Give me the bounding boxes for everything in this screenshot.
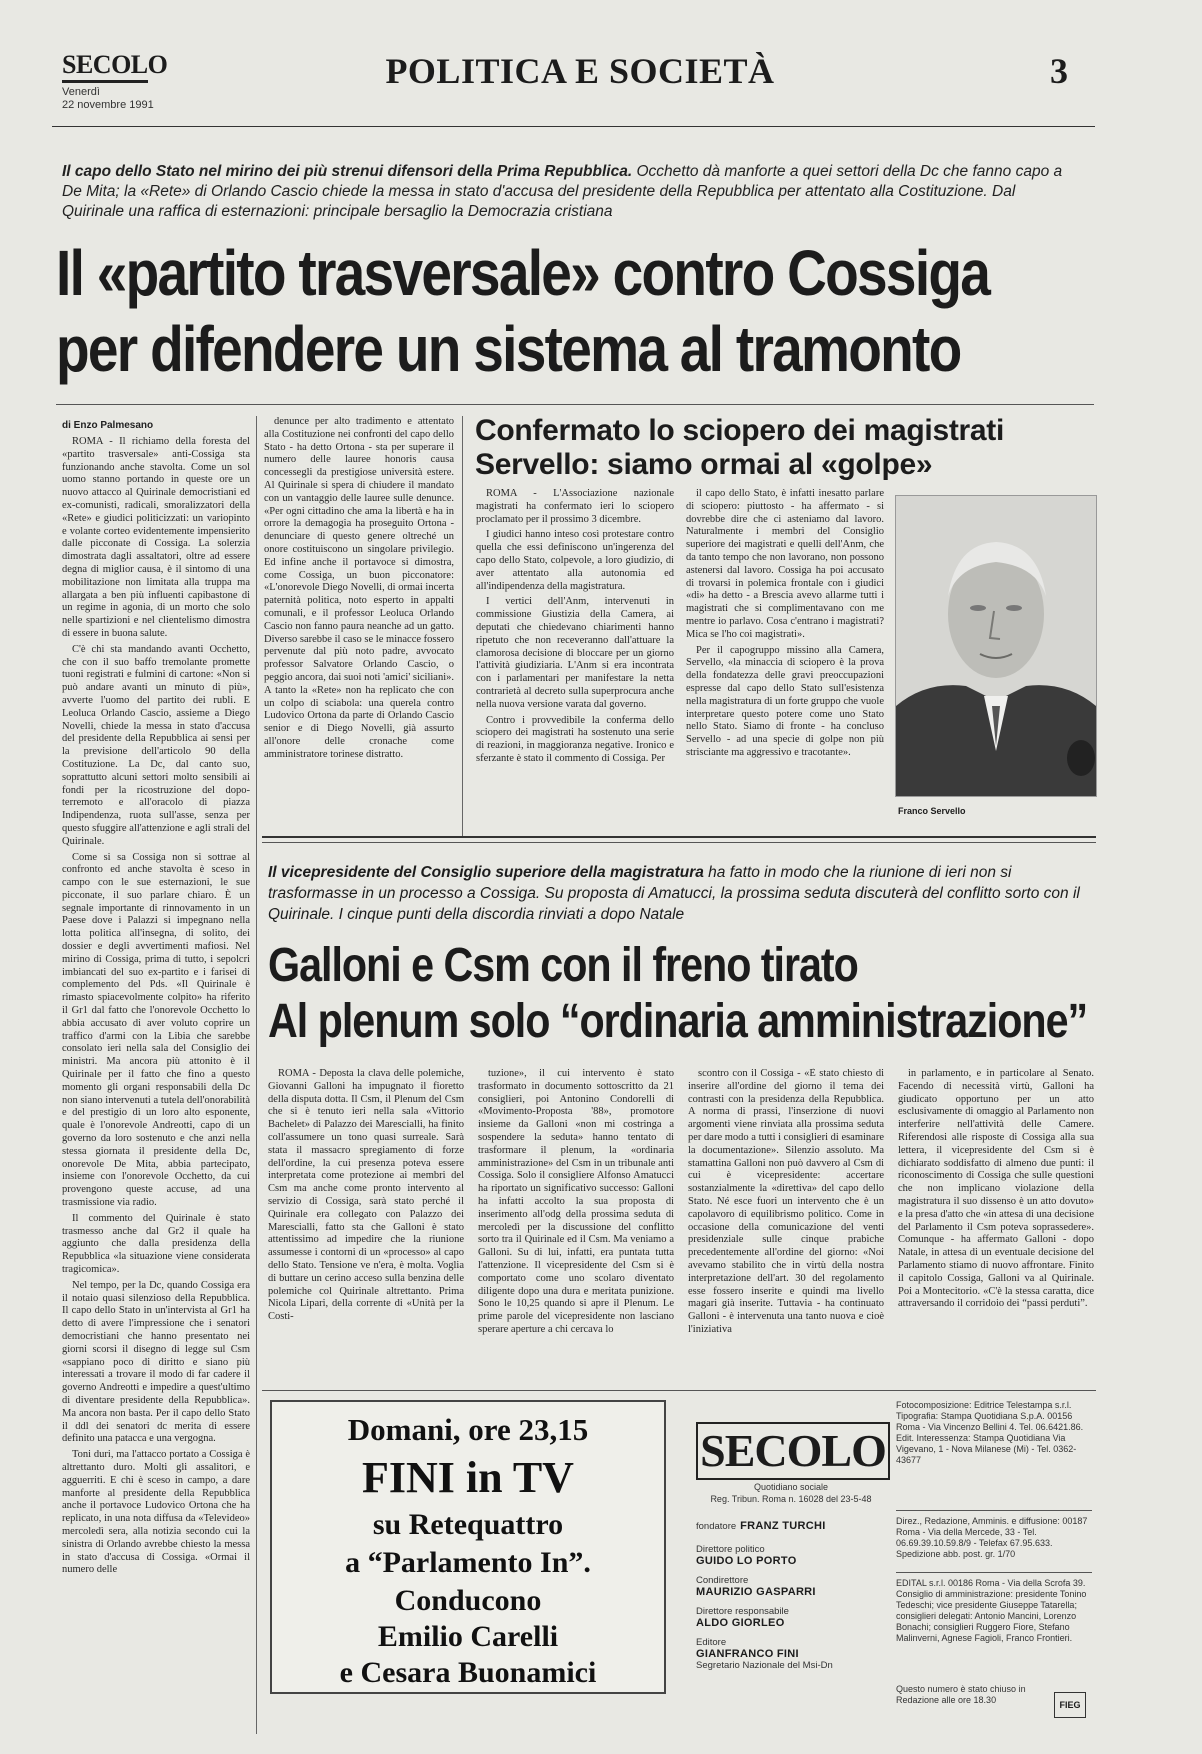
director-name: GUIDO LO PORTO xyxy=(696,1555,797,1567)
story2-headline xyxy=(475,414,1095,482)
condirector-role: Condirettore xyxy=(696,1575,749,1586)
resp-director-name: ALDO GIORLEO xyxy=(696,1617,785,1629)
story1-col1-paragraph: ROMA - Il richiamo della foresta del «partito trasversale» anti-Cossiga sta funzionando anche stavolta. Come un sol uomo stanno portando in queste ore un nuovo attacco al Quirinale democristiani ed ex-comunisti, radicali, smoralizzatori della «Rete» e giudici politicizzati: un variopinto e volante corteo evidentemente impensierito dalle picconate di Cossiga. La solerzia dimostrata dagli assaltatori, oltre ad essere degna di miglior causa, è il sintomo di una mobilitazione non limitata alla truppa ma allargata a ben più influenti capibastone di un regime in agonia, di un morto che solo nelle spartizioni e nel clientelismo dimostra di essere in buona salute. xyxy=(62,436,250,639)
condirector-name: MAURIZIO GASPARRI xyxy=(696,1586,816,1598)
column-divider xyxy=(462,416,463,836)
issue-date-text: 22 novembre 1991 xyxy=(62,99,154,111)
story3-headline-line2: Al plenum solo “ordinaria amministrazione” xyxy=(268,995,1088,1048)
story2-col1-paragraph: ROMA - L'Associazione nazionale magistrati ha confermato ieri lo sciopero proclamato per il prossimo 3 dicembre. xyxy=(476,488,674,525)
story3-kicker-bold: Il vicepresidente del Consiglio superiore della magistratura xyxy=(268,864,704,881)
colophon-rule xyxy=(896,1510,1092,1511)
story1-headline-rule xyxy=(56,404,1094,405)
promo-line-hosts-label: Conducono xyxy=(394,1584,542,1617)
colophon-print-info: Fotocomposizione: Editrice Telestampa s.r.l. Tipografia: Stampa Quotidiana S.p.A. 00156 Roma - Via Vincenzo Bellini 4. Tel. 06.6421.86. Edit. Interessenza: Stampa Quotidiana Via Vigevano, 1 - Nova Milanese (Mi) - Tel. 0362-43677 xyxy=(896,1400,1084,1465)
founder-name: FRANZ TURCHI xyxy=(740,1520,826,1532)
masthead-logo: SECOLO xyxy=(62,50,168,79)
issue-date xyxy=(62,86,154,112)
story2-col1-paragraph: I vertici dell'Anm, intervenuti in commissione Giustizia della Camera, ai deputati che chiedevano chiarimenti hanno ripetuto che non receveranno dall'attuare la clamorosa decisione di bloccare per un giorno l'attività giudiziaria. L'Anm si era incontrata con i parlamentari per manifestare la netta contrarietà al decreto sulla superprocura anche nella nuova versione varata dal governo. xyxy=(476,596,674,710)
promo-line-program: a “Parlamento In”. xyxy=(345,1546,591,1579)
story3-column-1 xyxy=(268,1068,464,1386)
story3-paragraph: scontro con il Cossiga - «È stato chiesto di inserire all'ordine del giorno il tema dei contrasti con la presidenza della Repubblica. A norma di prassi, l'inserzione di nuovi argomenti viene rinviata alla prossima seduta per dare modo a tutti i consiglieri di esaminare la documentazione». Silenzio assoluto. Ma stamattina Galloni non può davvero al Csm di cui è vicepresidente: accertare sostanzialmente la «direttiva» del capo dello Stato. Né esce fuori un intervento che è un capolavoro di equilibrismo politico. Come in occasione della comunicazione del venti presidenziale sulle cinque prabiche precedentemente all'ordine del giorno: «Noi avevamo stabilito che in virtù della nostra interpretazione dell'art. 30 del regolamento esse fossero inserite e quindi ma livello magari già inserite. Tuttavia - ha continuato Galloni - è intervenuta una tanto nuova e cioè l'iniziativa xyxy=(688,1068,884,1335)
masthead-rule xyxy=(52,126,1095,127)
publisher-role: Editore xyxy=(696,1637,727,1648)
promo-line-channel: su Retequattro xyxy=(372,1508,564,1541)
section-title: POLITICA E SOCIETÀ xyxy=(385,51,775,91)
colophon-subtitle: Quotidiano sociale xyxy=(753,1482,829,1492)
colophon-rule xyxy=(896,1572,1092,1573)
colophon-office-info: Direz., Redazione, Amminis. e diffusione: 00187 Roma - Via della Mercede, 33 - Tel. 06.69.39.10.59.8/9 - Telefax 67.95.633. Spedizione abb. post. gr. 1/70 xyxy=(896,1516,1088,1559)
story3-column-2 xyxy=(478,1068,674,1386)
story2-col1-paragraph: Contro i provvedibile la conferma dello sciopero dei magistrati ha sostenuto una serie di reazioni, in maggioranza negative. Ironico e sferzante è stato il commento di Cossiga. Per xyxy=(476,714,674,764)
founder-role: fondatore xyxy=(696,1521,737,1532)
colophon-closing-note: Questo numero è stato chiuso in Redazione alle ore 18.30 xyxy=(896,1684,1026,1705)
story1-col1-paragraph: C'è chi sta mandando avanti Occhetto, che con il suo baffo tremolante promette tuoni registrati e fulmini di cartone: «Non si può andare avanti un minuto di più», avverte l'uomo del partito dei rubli. E Leoluca Orlando Cascio, assieme a Diego Novelli, chiede la messa in stato d'accusa del presidente della Repubblica ai sensi per la previsione dell'articolo 90 della Costituzione. La Dc, dal canto suo, soprattutto alcuni settori molto sensibili ai fondi per la ricostruzione del dopo-terremoto e all'oracolo di piazza Indipendenza, ruota sull'asse, senza per questo sfuggire all'attenzione e agli strali del Quirinale. xyxy=(62,643,250,847)
story1-column-1 xyxy=(62,436,250,1732)
story3-column-3 xyxy=(688,1068,884,1386)
story2-col1-paragraph: I giudici hanno inteso così protestare contro quella che essi definiscono un'ingerenza del capo dello Stato, colpevole, a loro giudizio, di aver attentato alla autonomia ed all'indipendenza della magistratura. xyxy=(476,529,674,592)
fieg-logo: FIEG xyxy=(1054,1692,1086,1718)
story3-column-4 xyxy=(898,1068,1094,1386)
story1-kicker-bold: Il capo dello Stato nel mirino dei più strenui difensori della Prima Repubblica. xyxy=(62,163,633,180)
story3-kicker-rest: ha fatto in modo che la riunione di ieri non si trasformasse in un processo a Cossiga. Su proposta di Amatucci, la prossima seduta discuterà del conflitto sorto con il Quirinale. I cinque punti della discordia rinviati a dopo Natale xyxy=(268,864,1080,923)
servello-photo xyxy=(895,495,1097,797)
issue-day: Venerdì xyxy=(62,86,100,98)
story2-column-2 xyxy=(686,488,884,820)
publisher-name: GIANFRANCO FINI xyxy=(696,1648,799,1660)
portrait-image xyxy=(896,496,1096,796)
story3-paragraph: tuzione», il cui intervento è stato trasformato in documento sottoscritto da 21 consiglieri, poi Antonino Condorelli di «Movimento-Proposta '88», promotore insieme da Galloni «non mi costringa a sospendere la seduta» hanno tentato di trasformare il plenum, la «ordinaria amministrazione» del Csm in un tribunale anti Cossiga. Solo il consigliere Alfonso Amatucci ha riportato un significativo successo: Galloni ha infatti accolto la sua proposta di inserimento all'odg della prossima seduta di mercoledì per la discussione del conflitto sorto tra il Quirinale ed il Csm. Ma veniamo a Galloni. Su di lui, infatti, era puntata tutta l'attenzione. Il vicepresidente del Csm si è comportato come uno scolaro diventato diligente dopo una dura e meritata punizione. Sono le 10,25 quando si apre il Plenum. Le prime parole del vicepresidente non lasciano sperare aperture a chi cercava lo xyxy=(478,1068,674,1335)
column-divider xyxy=(256,416,257,1734)
photo-caption: Franco Servello xyxy=(898,806,966,816)
story3-kicker xyxy=(268,862,1098,925)
colophon-logo: SECOLO xyxy=(696,1422,890,1480)
story3-top-rule-thin xyxy=(262,842,1096,843)
story3-top-rule xyxy=(262,836,1096,838)
story3-paragraph: in parlamento, e in particolare al Senato. Facendo di necessità virtù, Galloni ha giudicato opportuno per un atto esclusivamente di omaggio al Parlamento non interferire nell'attività delle Camere. Riferendosi alle risposte di Cossiga alla sua lettera, il vicepresidente del Csm si è dichiarato soddisfatto di almeno due punti: il riconoscimento di Cossiga che sulle questioni che non implicano violazione della magistratura il suo dissenso è un atto dovuto» e la presa d'atto che «in attesa di una decisione del Parlamento il Csm poteva soprassedere». Comunque - ha affermato Galloni - dopo Natale, in attesa di un eventuale decisione del Parlamento stiamo di nuovo affrontare. Finito il capitolo Cossiga, Galloni va al Quirinale. Poi a Montecitorio. «C'è la stessa caratta, dice attraversando il corridoio dei “passi perduti”. xyxy=(898,1068,1094,1310)
story2-headline-line1: Confermato lo sciopero dei magistrati xyxy=(475,414,1005,447)
story1-col2-paragraph: denunce per alto tradimento e attentato alla Costituzione nei confronti del capo dello Stato - ha detto Ortona - sta per superare il numero delle lauree honoris causa concessegli da prestigiose università estere. Al Quirinale si spera di chiudere il mandato con un vantaggio delle lauree sulle denunce. «Per ogni cittadino che ama la libertà e ha in orrore la demagogia ha proseguito Ortona - denunciare di questo genere oltreché un onore costituiscono un singolare privilegio. Ed infine anche il portavoce si dimostra, come Cossiga, un buon picconatore: «L'onorevole Diego Novelli, di ormai incerta paternità politica, noto esperto in appalti comunali, e il professor Leoluca Orlando Cascio non fanno paura neanche ad un gatto. Diverso sarebbe il caso se le minacce fossero pervenute dal più noto padre, avvocato professor Salvatore Orlando Cascio, o peggio ancora, dai suoi noti 'amici' siciliani». A tanto la «Rete» non ha replicato che con un colpo di sciabola: una querela contro Ludovico Ortona da parte di Orlando Cascio senior e di Diego Novelli, già assurto all'onore delle cronache come amministratore torinese distratto. xyxy=(264,416,454,760)
story1-col1-paragraph: Nel tempo, per la Dc, quando Cossiga era il notaio quasi silenzioso della Repubblica. Il capo dello Stato in un'intervista al Gr1 ha detto di avere l'impressione che i senatori democristiani che hanno presentato nei giorni scorsi il disegno di legge sul Csm «sappiano poco di diritto e siano più interessati a trovare il modo di far cadere il governo Andreotti e impedire a quest'ultimo di diventare presidente della Repubblica». Ma ancora non basta. Per il capo dello Stato il ddl dei senatori dc merita di essere definito una patacca e una vergogna. xyxy=(62,1279,250,1445)
footer-rule xyxy=(262,1390,1096,1391)
tv-promo-box xyxy=(270,1400,666,1694)
story3-paragraph: ROMA - Deposta la clava delle polemiche, Giovanni Galloni ha impugnato il fioretto della disputa dotta. Il Csm, il Plenum del Csm che si è tenuto ieri nella sala «Vittorio Bachelet» di Palazzo dei Marescialli, ha finito coll'assumere un tono quasi surreale. Sarà stata il massacro spregiamento di forze dell'ordine, la cui presenza poteva essere interpretata come protezione ai membri del Csm ma anche come pronto intervento al servizio di Cossiga, sarà stato perché il Quirinale era collegato con Palazzo dei Marescialli, fatto sta che Galloni è stato attentissimo ad impedire che la riunione assumesse i contorni di un «processo» al capo dello Stato. Tensione ve n'era, è molta. Voglia di buttare un cerino acceso sulla benzina delle polemiche col Quirinale altrettanto. Prima Nicola Lipari, della corrente di «Unità per la Costi- xyxy=(268,1068,464,1323)
director-role: Direttore politico xyxy=(696,1544,765,1555)
colophon-registration: Reg. Tribun. Roma n. 16028 del 23-5-48 xyxy=(710,1494,872,1504)
resp-director-role: Direttore responsabile xyxy=(696,1606,789,1617)
story1-byline: di Enzo Palmesano xyxy=(62,420,154,431)
story1-headline-line2: per difendere un sistema al tramonto xyxy=(56,313,961,385)
promo-line-fini: FINI in TV xyxy=(362,1453,574,1502)
masthead-logo-underline xyxy=(62,80,148,83)
promo-line-time: Domani, ore 23,15 xyxy=(347,1412,589,1447)
colophon-ad-info: EDITAL s.r.l. 00186 Roma - Via della Scrofa 39. Consiglio di amministrazione: presidente Tonino Tedeschi; vice presidente Giuseppe Tatarella; consiglieri delegati: Antonio Mancini, Lorenzo Bonachi; consiglieri Ruggero Fiore, Stefano Malinverni, Agnese Fagioli, Franco Frontieri. xyxy=(896,1578,1087,1643)
page-number: 3 xyxy=(1050,51,1068,91)
promo-line-host2: e Cesara Buonamici xyxy=(339,1656,597,1689)
story1-kicker-rest: Occhetto dà manforte a quei settori della Dc che fanno capo a De Mita; la «Rete» di Orlando Cascio chiede la messa in stato d'accusa del presidente della Repubblica per attentato alla Costituzione. Dal Quirinale una raffica di esternazioni: principale bersaglio la Democrazia cristiana xyxy=(62,163,1063,220)
story1-col1-paragraph: Come si sa Cossiga non si sottrae al confronto ed anche stavolta è sceso in campo con le sue esternazioni, le sue picconate, il suo parlare chiaro. È un segnale importante di rinnovamento in un Paese dove i Palazzi si impegnano nella lotta politica all'insegna, di solito, dei dossier e degli avvertimenti mafiosi. Nel mirino di Cossiga, prima di tutto, i sepolcri imbiancati del suo ex-partito e i farisei di complemento del Pds. «Il Quirinale è rimasto spiacevolmente colpito» ha riferito il Gr1 dal fatto che l'onorevole Occhetto lo abbia accusato di aver voluto coprire un traffico d'armi con la Libia che sarebbe consolato ieri nella sala del Consiglio dei ministri. Ma ancora più attonito è il Quirinale per il fatto che fino a questo momento gli organi responsabili della Dc non siano intervenuti a tutela dell'onorabilità e del prestigio di un loro alto esponente, quale è l'onorevole Andreotti, capo di un governo da loro sostenuto e che anzi nella stessa giornata il presidente della Dc, onorevole De Mita, abbia partecipato, insieme con l'onorevole Occhetto, da cui provengono queste accuse, ad una trasmissione via radio. xyxy=(62,851,250,1209)
promo-line-host1: Emilio Carelli xyxy=(377,1620,559,1653)
story2-col2-paragraph: il capo dello Stato, è infatti inesatto parlare di sciopero: piuttosto - ha affermato - si dovrebbe dire che ci asteniamo dal lavoro. Naturalmente i membri del Consiglio superiore dei magistrati e quelli dell'Anm, che da tanto tempo che non lavorano, non possono astenersi dal lavoro. Cossiga ha poi accusato di trovarsi in polemica frontale con i giudici «di» ha detto - a Brescia avevo allarme tutti i magistrati che si complimentavano con me mentre io parlavo. Cosa c'entrano i magistrati? Mica se l'ho coi magistrati». xyxy=(686,488,884,640)
story3-headline-line1: Galloni e Csm con il freno tirato xyxy=(268,939,858,992)
story2-col2-paragraph: Per il capogruppo missino alla Camera, Servello, «la minaccia di sciopero è la prova della fondatezza delle gravi preoccupazioni espresse dal capo dello Stato sull'esistenza nella magistratura di un forte gruppo che vuole interpretare questo potere come uno Stato nello Stato. Siamo di fronte - ha concluso Servello - ad una specie di golpe non più strisciante ma aggressivo e tracotante». xyxy=(686,644,884,758)
publisher-note: Segretario Nazionale del Msi-Dn xyxy=(696,1660,833,1671)
story2-column-1 xyxy=(476,488,674,820)
story1-col1-paragraph: Il commento del Quirinale è stato trasmesso anche dal Gr2 il quale ha aggiunto che dalla presidenza della Repubblica «la situazione viene considerata tragicomica». xyxy=(62,1212,250,1275)
colophon-staff xyxy=(696,1516,886,1671)
story1-col1-paragraph: Toni duri, ma l'attacco portato a Cossiga è altrettanto duro. Molti gli assalitori, e agguerriti. E chi è sceso in campo, a dare manforte al presidente della Repubblica anche il portavoce Ludovico Ortona che ha replicato, in una nota diffusa da «Televideo» mercoledì sera, alla notizia secondo cui la sinistra di Orlando avrebbe chiesto la messa in stato d'accusa di Cossiga. «Ormai il numero delle xyxy=(62,1449,250,1576)
story1-kicker xyxy=(62,162,1072,222)
story1-column-2 xyxy=(264,416,454,836)
story2-headline-line2: Servello: siamo ormai al «golpe» xyxy=(475,448,933,481)
story1-headline-line1: Il «partito trasversale» contro Cossiga xyxy=(56,237,990,309)
